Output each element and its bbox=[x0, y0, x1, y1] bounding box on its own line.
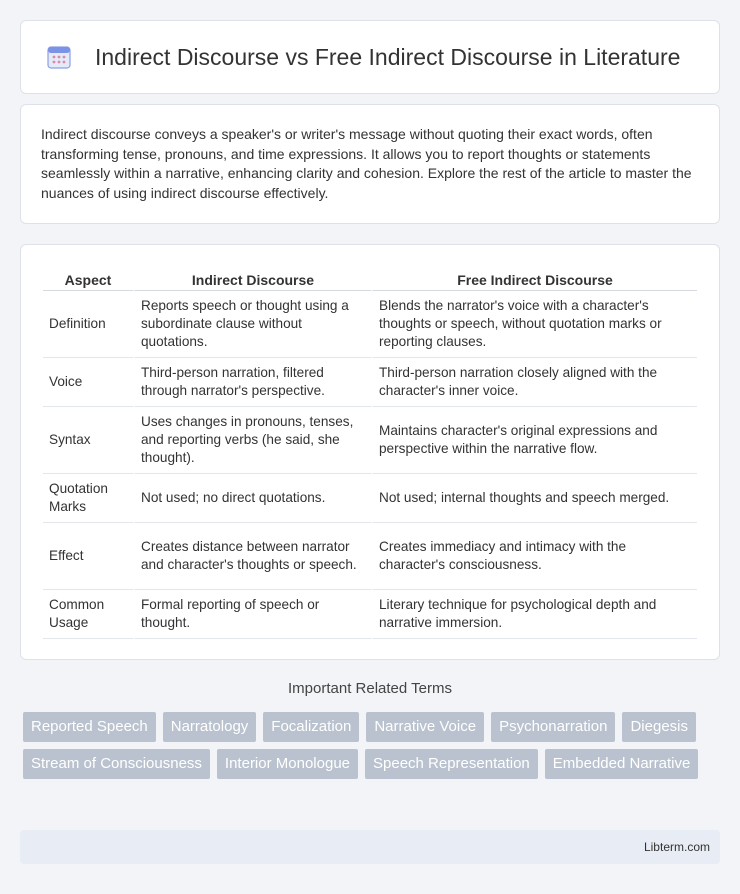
cell-indirect: Creates distance between narrator and character's thoughts or speech. bbox=[133, 523, 371, 590]
tag-embedded-narrative[interactable]: Embedded Narrative bbox=[545, 749, 699, 779]
cell-indirect: Not used; no direct quotations. bbox=[133, 474, 371, 523]
header-card bbox=[20, 20, 720, 94]
cell-aspect: Common Usage bbox=[43, 590, 133, 639]
table-row bbox=[43, 474, 697, 523]
table-header-row bbox=[43, 265, 697, 291]
tag-focalization[interactable]: Focalization bbox=[263, 712, 359, 742]
tag-speech-representation[interactable]: Speech Representation bbox=[365, 749, 538, 779]
table-row bbox=[43, 358, 697, 407]
tag-stream-of-consciousness[interactable]: Stream of Consciousness bbox=[23, 749, 210, 779]
tag-diegesis[interactable]: Diegesis bbox=[622, 712, 696, 742]
cell-indirect: Formal reporting of speech or thought. bbox=[133, 590, 371, 639]
cell-aspect: Definition bbox=[43, 291, 133, 358]
tag-narratology[interactable]: Narratology bbox=[163, 712, 257, 742]
header-free-indirect: Free Indirect Discourse bbox=[371, 265, 697, 291]
comparison-table-card bbox=[20, 244, 720, 660]
intro-text: Indirect discourse conveys a speaker's or writer's message without quoting their exact words, often transforming tense, pronouns, and time expressions. It allows you to report thoughts or statements seamlessly within a narrative, enhancing clarity and cohesion. Explore the rest of the article to master the nuances of using indirect discourse effectively. bbox=[41, 126, 692, 201]
cell-indirect: Reports speech or thought using a subordinate clause without quotations. bbox=[133, 291, 371, 358]
footer bbox=[20, 830, 720, 864]
tag-psychonarration[interactable]: Psychonarration bbox=[491, 712, 615, 742]
header-indirect: Indirect Discourse bbox=[133, 265, 371, 291]
cell-free-indirect: Blends the narrator's voice with a character's thoughts or speech, without quotation marks or reporting clauses. bbox=[371, 291, 697, 358]
tag-narrative-voice[interactable]: Narrative Voice bbox=[366, 712, 484, 742]
related-terms-title: Important Related Terms bbox=[288, 680, 452, 697]
footer-brand[interactable]: Libterm.com bbox=[643, 840, 710, 854]
calendar-grid-icon bbox=[45, 43, 73, 71]
cell-aspect: Effect bbox=[43, 523, 133, 590]
table-row bbox=[43, 590, 697, 639]
cell-free-indirect: Literary technique for psychological depth and narrative immersion. bbox=[371, 590, 697, 639]
page-title: Indirect Discourse vs Free Indirect Discourse in Literature bbox=[95, 43, 681, 70]
cell-aspect: Quotation Marks bbox=[43, 474, 133, 523]
comparison-table bbox=[43, 265, 697, 639]
cell-free-indirect: Creates immediacy and intimacy with the character's consciousness. bbox=[371, 523, 697, 590]
tag-reported-speech[interactable]: Reported Speech bbox=[23, 712, 156, 742]
table-row bbox=[43, 523, 697, 590]
cell-indirect: Uses changes in pronouns, tenses, and reporting verbs (he said, she thought). bbox=[133, 407, 371, 474]
intro-card bbox=[20, 104, 720, 224]
tag-interior-monologue[interactable]: Interior Monologue bbox=[217, 749, 358, 779]
header-aspect: Aspect bbox=[43, 265, 133, 291]
related-terms-list bbox=[23, 712, 723, 779]
cell-free-indirect: Not used; internal thoughts and speech merged. bbox=[371, 474, 697, 523]
cell-aspect: Syntax bbox=[43, 407, 133, 474]
cell-free-indirect: Third-person narration closely aligned with the character's inner voice. bbox=[371, 358, 697, 407]
cell-indirect: Third-person narration, filtered through narrator's perspective. bbox=[133, 358, 371, 407]
cell-free-indirect: Maintains character's original expressions and perspective within the narrative flow. bbox=[371, 407, 697, 474]
cell-aspect: Voice bbox=[43, 358, 133, 407]
table-row bbox=[43, 291, 697, 358]
table-row bbox=[43, 407, 697, 474]
